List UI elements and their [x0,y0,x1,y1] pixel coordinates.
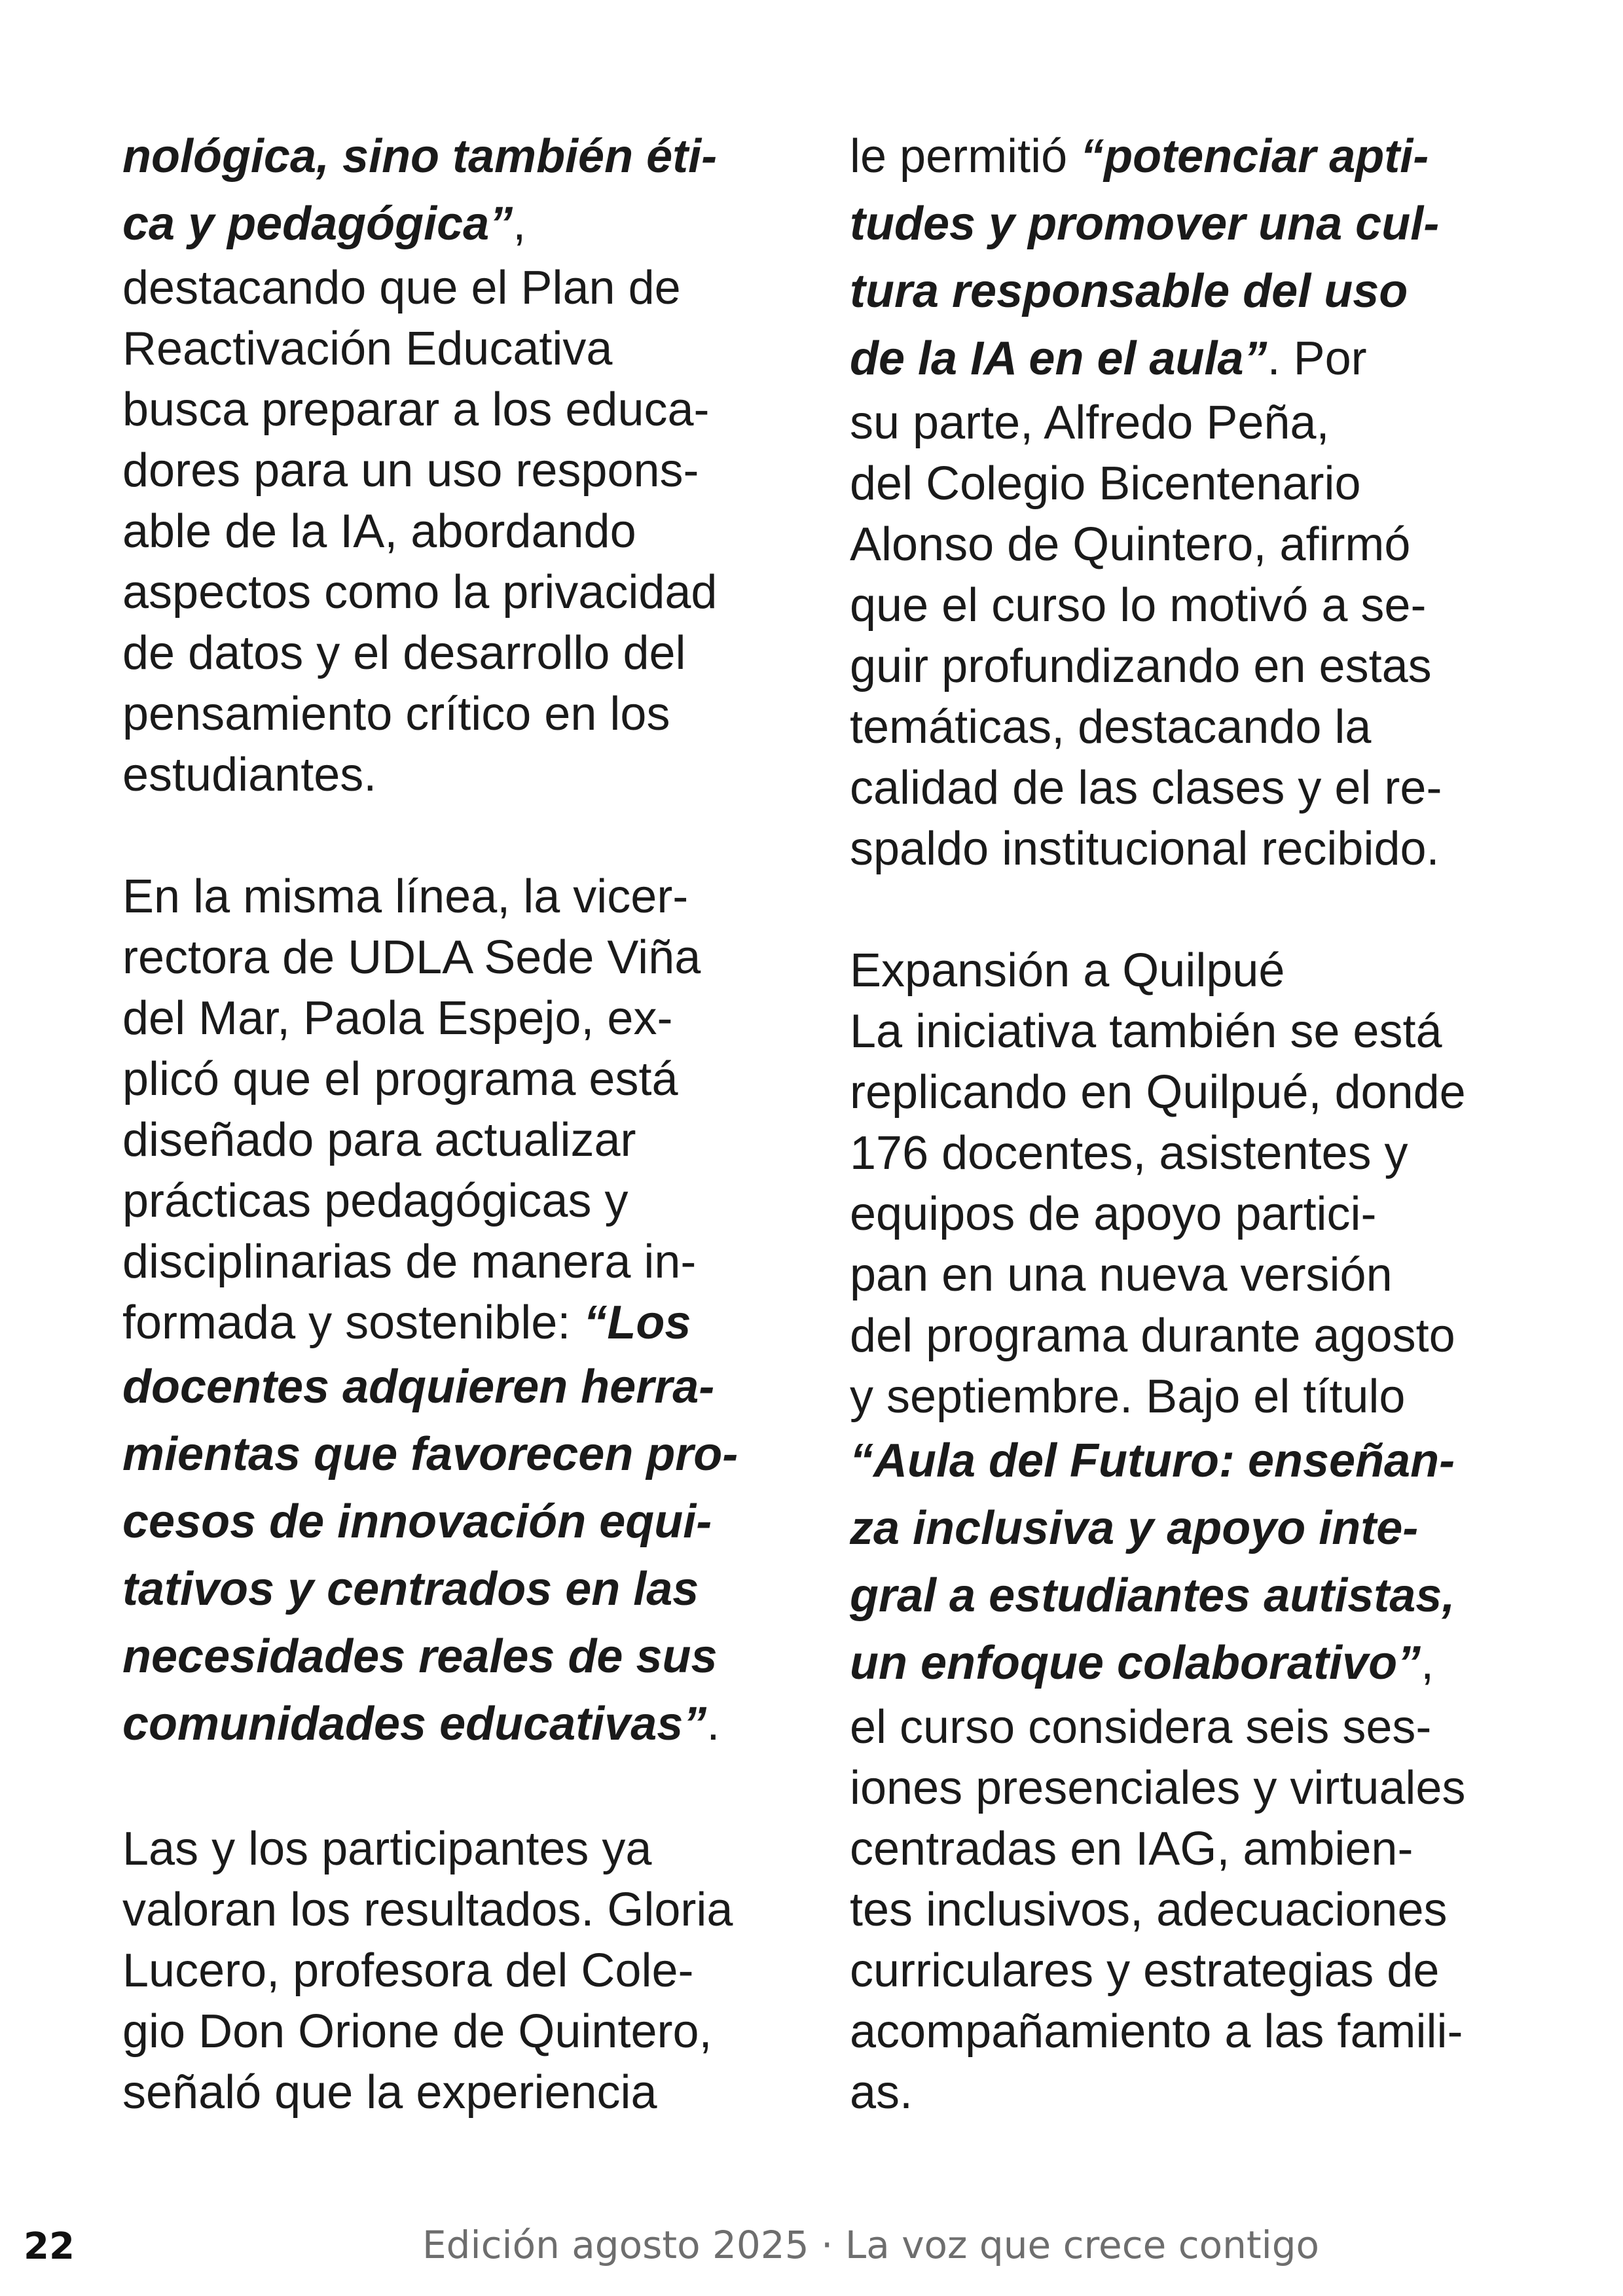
text-line: En la misma línea, la vicer- [122,870,689,923]
paragraph-5 [850,941,1531,2123]
text-line: diseñado para actualizar [122,1114,636,1166]
paragraph-2 [122,867,777,1758]
text-line: disciplinarias de manera in- [122,1236,697,1288]
text-line: replicando en Quilpué, donde [850,1066,1466,1119]
text-line [122,190,777,258]
text-line: valoran los resultados. Gloria [122,1884,733,1936]
text-line [850,1630,1531,1697]
text-line: centradas en IAG, ambien- [850,1823,1413,1875]
text-line: destacando que el Plan de [122,262,681,314]
left-column [122,123,777,2123]
punctuation: , [1421,1637,1434,1689]
right-column [850,123,1531,2123]
text-segment: formada y sostenible: [122,1297,584,1349]
text-line: spaldo institucional recibido. [850,823,1440,875]
text-line: docentes adquieren herra- [122,1361,715,1413]
text-line: Reactivación Educativa [122,323,613,375]
text-line [850,325,1531,393]
page-number: 22 [24,2225,75,2268]
text-line: plicó que el programa está [122,1053,678,1105]
text-line: dores para un uso respons- [122,444,699,497]
text-line: del Mar, Paola Espejo, ex- [122,992,673,1045]
text-line [122,1293,777,1354]
text-line: del Colegio Bicentenario [850,457,1361,510]
text-line: aspectos como la privacidad [122,566,718,619]
paragraph-3 [122,1819,777,2123]
quote-emphasis: “Los [583,1297,691,1349]
text-line: iones presenciales y virtuales [850,1762,1466,1814]
text-line: curriculares y estrategias de [850,1945,1440,1997]
text-line: busca preparar a los educa- [122,384,710,436]
text-line [122,1691,777,1758]
text-line: temáticas, destacando la [850,701,1372,753]
text-line: el curso considera seis ses- [850,1701,1432,1753]
paragraph-1 [122,123,777,806]
text-line: pan en una nueva versión [850,1249,1393,1301]
text-line: señaló que la experiencia [122,2066,657,2119]
quote-emphasis: de la IA en el aula” [850,332,1267,385]
quote-emphasis: comunidades educativas” [122,1698,707,1750]
text-line: La iniciativa también se está [850,1005,1442,1058]
punctuation: . [706,1698,720,1750]
text-line: mientas que favorecen pro- [122,1428,739,1480]
text-line: su parte, Alfredo Peña, [850,397,1330,449]
section-heading: Expansión a Quilpué [850,944,1285,997]
text-line: y septiembre. Bajo el título [850,1371,1406,1423]
page-footer [0,2219,1623,2278]
text-line: “Aula del Futuro: enseñan- [850,1435,1455,1487]
text-line: necesidades reales de sus [122,1630,718,1683]
paragraph-4 [850,123,1531,880]
text-line: za inclusiva y apoyo inte- [850,1502,1419,1554]
text-line: gio Don Orione de Quintero, [122,2005,712,2058]
text-line: tudes y promover una cul- [850,198,1440,250]
text-segment: . Por [1267,332,1367,385]
text-line: estudiantes. [122,749,377,801]
text-line: guir profundizando en estas [850,640,1432,692]
text-segment: le permitió [850,130,1081,183]
quote-emphasis: “potenciar apti- [1080,130,1429,183]
text-line: tativos y centrados en las [122,1563,699,1615]
text-line: as. [850,2066,913,2119]
edition-line: Edición agosto 2025 · La voz que crece contigo [422,2223,1320,2267]
text-line: tura responsable del uso [850,265,1408,317]
text-line: equipos de apoyo partici- [850,1188,1377,1240]
text-line: cesos de innovación equi- [122,1496,712,1548]
text-line: gral a estudiantes autistas, [850,1570,1455,1622]
text-line: Las y los participantes ya [122,1823,652,1875]
text-line: de datos y el desarrollo del [122,627,686,679]
text-line: del programa durante agosto [850,1310,1455,1362]
text-line: tes inclusivos, adecuaciones [850,1884,1448,1936]
quote-emphasis: ca y pedagógica” [122,198,513,250]
text-line: nológica, sino también éti- [122,130,718,183]
text-line: rectora de UDLA Sede Viña [122,931,701,984]
text-line: able de la IA, abordando [122,505,636,558]
quote-emphasis: un enfoque colaborativo” [850,1637,1421,1689]
text-line: que el curso lo motivó a se- [850,579,1427,632]
text-line: prácticas pedagógicas y [122,1175,629,1227]
text-line: 176 docentes, asistentes y [850,1127,1408,1179]
text-line: Alonso de Quintero, afirmó [850,518,1411,571]
text-line: pensamiento crítico en los [122,688,670,740]
text-line: calidad de las clases y el re- [850,762,1442,814]
punctuation: , [513,198,526,250]
text-line: Lucero, profesora del Cole- [122,1945,694,1997]
text-line: acompañamiento a las famili- [850,2005,1463,2058]
text-line [850,123,1531,190]
